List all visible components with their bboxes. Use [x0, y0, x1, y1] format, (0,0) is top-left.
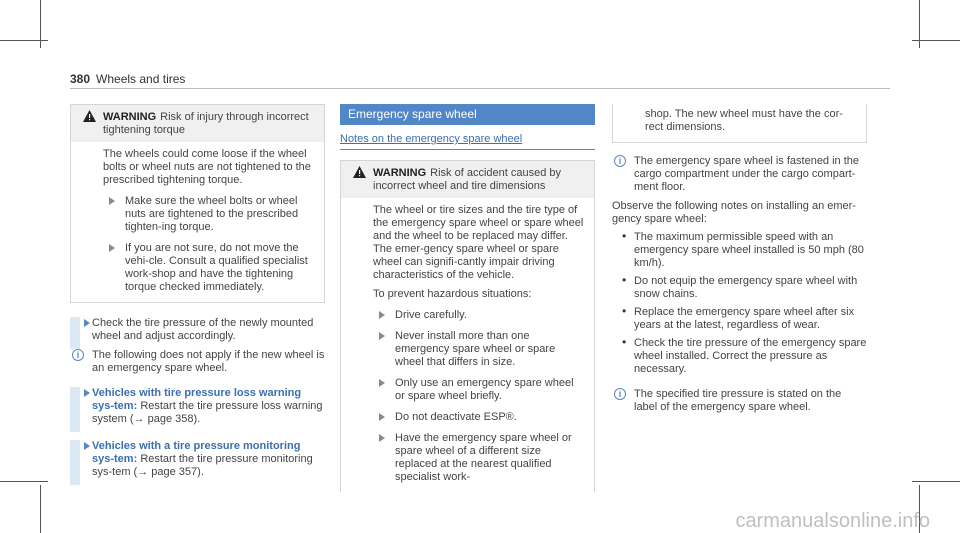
arrow-right-icon	[379, 311, 385, 319]
arrow-right-icon	[84, 319, 90, 327]
info-note: i The following does not apply if the new wheel is an emergency spare wheel.	[70, 343, 325, 375]
warning-step: If you are not sure, do not move the vehi-cle. Consult a qualified specialist work-shop and have the tightening torque checked immediately.	[71, 234, 324, 294]
warning-step: Make sure the wheel bolts or wheel nuts are tightened to the prescribed tighten-ing torque.	[71, 187, 324, 234]
crop-mark	[0, 481, 48, 482]
warning-box	[340, 160, 595, 492]
info-icon: i	[614, 155, 626, 167]
list-item: • Check the tire pressure of the emergency spare wheel installed. Correct the pressure as necessary.	[612, 332, 867, 376]
warning-step: Have the emergency spare wheel or spare wheel of a different size replaced at the nearest qualified specialist work-	[341, 424, 594, 484]
arrow-right-icon	[379, 413, 385, 421]
column-1	[70, 104, 325, 479]
arrow-right-icon	[84, 442, 90, 450]
arrow-right-icon	[109, 244, 115, 252]
arrow-right-icon	[109, 197, 115, 205]
page-header	[70, 72, 185, 86]
warning-step: Only use an emergency spare wheel or spare wheel briefly.	[341, 369, 594, 403]
crop-mark	[912, 481, 960, 482]
arrow-right-icon	[379, 332, 385, 340]
watermark: carmanualsonline.info	[735, 510, 930, 532]
info-icon: i	[614, 388, 626, 400]
step-check-pressure: Check the tire pressure of the newly mounted wheel and adjust accordingly.	[70, 311, 325, 343]
warning-body: The wheels could come loose if the wheel bolts or wheel nuts are not tightened to the prescribed tightening torque.	[103, 148, 311, 186]
arrow-right-icon	[379, 379, 385, 387]
info-icon: i	[72, 349, 84, 361]
step-bar	[70, 387, 80, 432]
warning-header	[341, 161, 594, 198]
warning-header	[71, 105, 324, 142]
warning-triangle-icon	[83, 110, 96, 122]
warning-prevent: To prevent hazardous situations:	[373, 288, 532, 300]
warning-label: WARNING	[103, 111, 157, 123]
info-note: i The emergency spare wheel is fastened in the cargo compartment under the cargo compart-ment floor.	[612, 149, 867, 194]
warning-box	[70, 104, 325, 303]
list-item: • The maximum permissible speed with an emergency spare wheel installed is 50 mph (80 km/h).	[612, 226, 867, 270]
crop-mark	[912, 40, 960, 41]
crop-mark	[0, 40, 48, 41]
section-title: Emergency spare wheel	[340, 104, 595, 125]
info-note: i The specified tire pressure is stated on the label of the emergency spare wheel.	[612, 382, 867, 414]
warning-step: Do not deactivate ESP®.	[341, 403, 594, 424]
column-3	[612, 104, 867, 414]
step-bar	[70, 440, 80, 485]
warning-body: The wheel or tire sizes and the tire type of the emergency spare wheel or spare wheel and the wheel to be replaced may differ. The emer-gency spare wheel or spare wheel can signifi-cantly impair driving characteristics of the vehicle.	[373, 204, 584, 281]
page-title: Wheels and tires	[96, 72, 186, 86]
observe-text: Observe the following notes on installing an emer-gency spare wheel:	[612, 200, 856, 225]
subsection-title: Notes on the emergency spare wheel	[340, 125, 595, 150]
column-2	[340, 104, 595, 500]
warning-label: WARNING	[373, 167, 427, 179]
step-monitoring: Vehicles with a tire pressure monitoring sys-tem: Restart the tire pressure monitoring sys-tem (→ page 357).	[70, 434, 325, 479]
page-number: 380	[70, 72, 91, 86]
warning-step: Drive carefully.	[341, 301, 594, 322]
header-divider	[70, 88, 890, 89]
list-item: • Do not equip the emergency spare wheel with snow chains.	[612, 270, 867, 301]
list-item: • Replace the emergency spare wheel after six years at the latest, regardless of wear.	[612, 301, 867, 332]
arrow-right-icon	[379, 434, 385, 442]
warning-headline: Risk of accident caused by incorrect wheel and tire dimensions	[373, 167, 562, 192]
warning-step: Never install more than one emergency spare wheel or spare wheel that differs in size.	[341, 322, 594, 369]
step-loss-warning: Vehicles with tire pressure loss warning sys-tem: Restart the tire pressure loss warning system (→ page 358).	[70, 381, 325, 426]
arrow-right-icon	[84, 389, 90, 397]
warning-triangle-icon	[353, 166, 366, 178]
warning-headline: Risk of injury through incorrect tightening torque	[103, 111, 309, 136]
warning-continued: shop. The new wheel must have the cor-rect dimensions.	[612, 104, 867, 143]
crop-mark	[40, 485, 41, 533]
